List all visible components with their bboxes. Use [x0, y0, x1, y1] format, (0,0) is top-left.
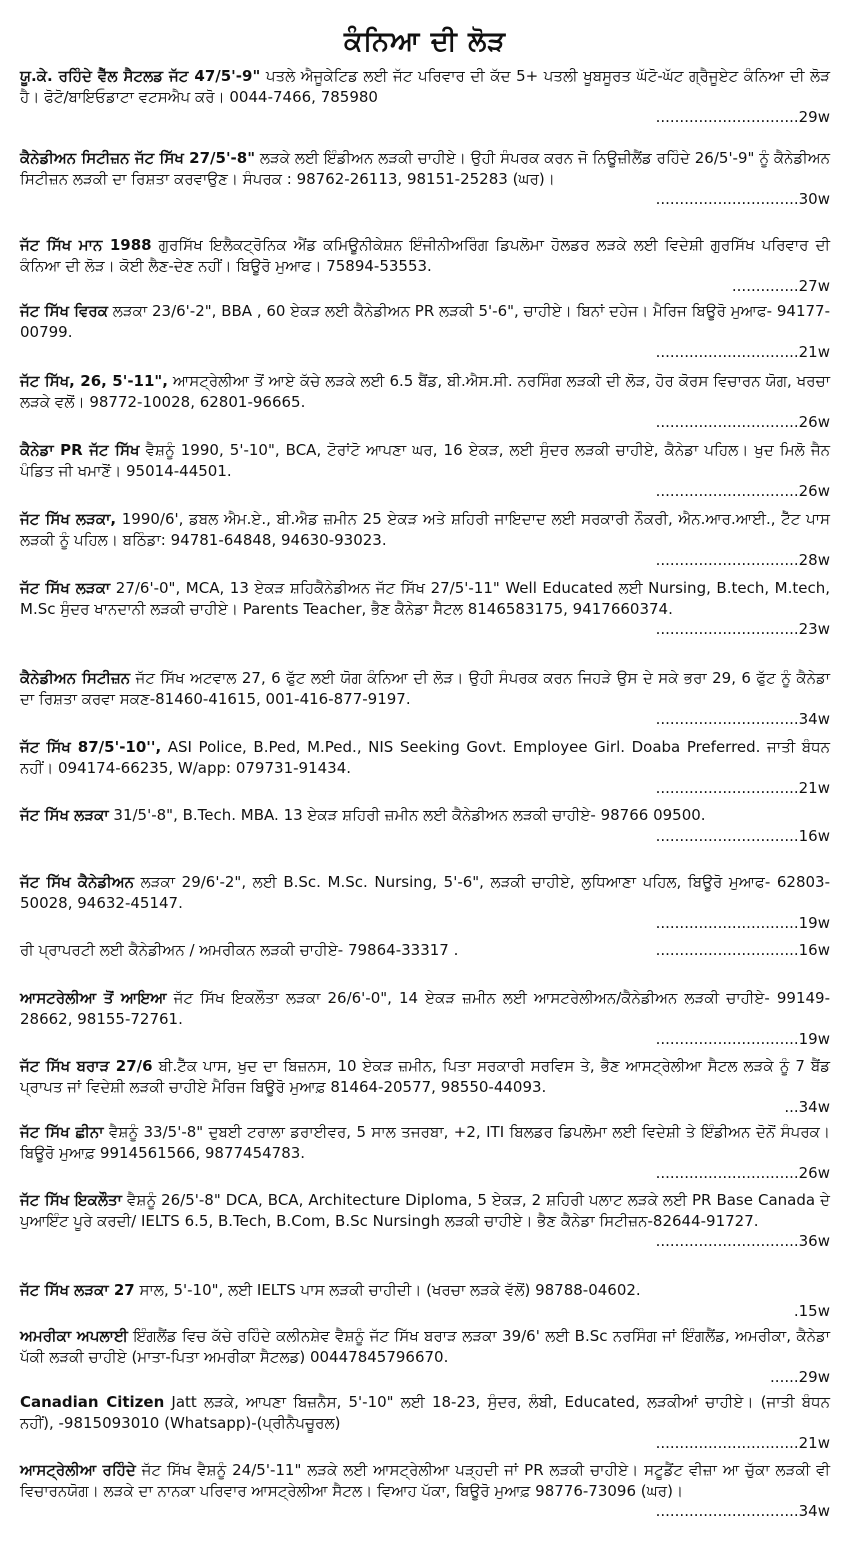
ad-body: ਵੈਸ਼ਨੂੰ 26/5'-8" DCA, BCA, Architecture Diploma, 5 ਏਕੜ, 2 ਸ਼ਹਿਰੀ ਪਲਾਟ ਲੜਕੇ ਲਈ PR Base Canada ਦੇ ਪੁਆਇੰਟ ਪੂਰੇ ਕਰਦੀ/ IELTS 6.5, B.Tech, B.Com, B.Sc Nursingh ਲੜਕੀ ਚਾਹੀਏ। ਭੈਣ ਕੈਨੇਡਾ ਸਿਟੀਜ਼ਨ-82644-91727.	[20, 1191, 830, 1230]
ad-lead: ਜੱਟ ਸਿੱਖ ਕੈਨੇਡੀਅਨ	[20, 873, 134, 891]
ad-body: 1990/6', ਡਬਲ ਐਮ.ਏ., ਬੀ.ਐਡ ਜ਼ਮੀਨ 25 ਏਕੜ ਅਤੇ ਸ਼ਹਿਰੀ ਜਾਇਦਾਦ ਲਈ ਸਰਕਾਰੀ ਨੌਕਰੀ, ਐਨ.ਆਰ.ਆਈ., ਟੈੱਟ ਪਾਸ ਲੜਕੀ ਨੂੰ ਪਹਿਲ। ਬਠਿੰਡਾ: 94781-64848, 94630-93023.	[20, 510, 830, 549]
ad-code: ..............................26w	[655, 1164, 830, 1182]
ad-body: ASI Police, B.Ped, M.Ped., NIS Seeking Govt. Employee Girl. Doaba Preferred. ਜਾਤੀ ਬੰਧਨ ਨਹੀਂ। 094174-66235, W/app: 079731-91434.	[20, 738, 830, 777]
ad-body: ਜੱਟ ਸਿੱਖ ਵੈਸ਼ਨੂੰ 24/5'-11" ਲੜਕੇ ਲਈ ਆਸਟ੍ਰੇਲੀਆ ਪੜ੍ਹਦੀ ਜਾਂ PR ਲੜਕੀ ਚਾਹੀਏ। ਸਟੂਡੈਂਟ ਵੀਜ਼ਾ ਆ ਚੁੱਕਾ ਲੜਕੀ ਵੀ ਵਿਚਾਰਨਯੋਗ। ਲੜਕੇ ਦਾ ਨਾਨਕਾ ਪਰਿਵਾਰ ਆਸਟ੍ਰੇਲੀਆ ਸੈਟਲ। ਵਿਆਹ ਪੱਕਾ, ਬਿਊਰੋ ਮੁਆਫ਼ 98776-73096 (ਘਰ)।	[20, 1461, 830, 1500]
ad-code: ..............................28w	[655, 551, 830, 569]
ad-item	[20, 1056, 830, 1118]
ad-body: ਲੜਕਾ 29/6'-2", ਲਈ B.Sc. M.Sc. Nursing, 5'-6", ਲੜਕੀ ਚਾਹੀਏ, ਲੁਧਿਆਣਾ ਪਹਿਲ, ਬਿਊਰੋ ਮੁਆਫ- 62803-50028, 94632-45147.	[20, 873, 830, 912]
ad-code: ..............................16w	[655, 826, 830, 845]
ad-code: ..............................21w	[655, 343, 830, 361]
ad-body: ਲੜਕਾ 23/6'-2", BBA , 60 ਏਕੜ ਲਈ ਕੈਨੇਡੀਅਨ PR ਲੜਕੀ 5'-6", ਚਾਹੀਏ। ਬਿਨਾਂ ਦਹੇਜ। ਮੈਰਿਜ ਬਿਊਰੋ ਮੁਆਫ- 94177-00799.	[20, 302, 830, 341]
ad-code: ..............27w	[731, 277, 830, 295]
ad-item	[20, 668, 830, 730]
ad-body: ਜੱਟ ਸਿੱਖ ਅਟਵਾਲ 27, 6 ਫੁੱਟ ਲਈ ਯੋਗ ਕੰਨਿਆ ਦੀ ਲੋੜ। ਉਹੀ ਸੰਪਰਕ ਕਰਨ ਜਿਹੜੇ ਉਸ ਦੇ ਸਕੇ ਭਰਾ 29, 6 ਫੁੱਟ ਨੂੰ ਕੈਨੇਡਾ ਦਾ ਰਿਸ਼ਤਾ ਕਰਵਾ ਸਕਣ-81460-41615, 001-416-877-9197.	[20, 669, 830, 708]
ad-item	[20, 805, 830, 846]
ad-lead: ਜੱਟ ਸਿੱਖ ਲੜਕਾ	[20, 579, 111, 597]
ad-item	[20, 1392, 830, 1454]
ad-item	[20, 440, 830, 502]
ad-lead: ਜੱਟ ਸਿੱਖ ਵਿਰਕ	[20, 302, 108, 320]
ad-code: ..............................21w	[655, 1434, 830, 1452]
ad-code: ..............................16w	[655, 941, 830, 959]
ad-code: ..............................34w	[655, 710, 830, 728]
ad-item	[20, 148, 830, 210]
ad-code: ..............................30w	[655, 190, 830, 208]
ad-item	[20, 1460, 830, 1522]
ad-lead: ਜੱਟ ਸਿੱਖ ਲੜਕਾ 27	[20, 1281, 135, 1299]
ad-code: ..............................19w	[655, 1030, 830, 1048]
ad-body: ਬੀ.ਟੈੱਕ ਪਾਸ, ਖੁਦ ਦਾ ਬਿਜ਼ਨਸ, 10 ਏਕੜ ਜ਼ਮੀਨ, ਪਿਤਾ ਸਰਕਾਰੀ ਸਰਵਿਸ ਤੇ, ਭੈਣ ਆਸਟ੍ਰੇਲੀਆ ਸੈਟਲ ਲੜਕੇ ਨੂੰ 7 ਬੈਂਡ ਪ੍ਰਾਪਤ ਜਾਂ ਵਿਦੇਸ਼ੀ ਲੜਕੀ ਚਾਹੀਏ ਮੈਰਿਜ ਬਿਊਰੋ ਮੁਆਫ਼ 81464-20577, 98550-44093.	[20, 1057, 830, 1096]
ad-lead: ਅਮਰੀਕਾ ਅਪਲਾਈ	[20, 1327, 128, 1345]
ad-item	[20, 66, 830, 128]
page-title: ਕੰਨਿਆ ਦੀ ਲੋੜ	[343, 26, 507, 57]
ad-code: ...34w	[784, 1098, 830, 1116]
ad-body: Jatt ਲੜਕੇ, ਆਪਣਾ ਬਿਜ਼ਨੈਸ, 5'-10" ਲਈ 18-23, ਸੁੰਦਰ, ਲੰਬੀ, Educated, ਲੜਕੀਆਂ ਚਾਹੀਏ। (ਜਾਤੀ ਬੰਧਨ ਨਹੀਂ), -9815093010 (Whatsapp)-(ਪ੍ਰੀਨੈਪਚੂਰਲ)	[20, 1393, 830, 1432]
ad-code: ..............................36w	[655, 1232, 830, 1250]
ad-code: ..............................34w	[655, 1502, 830, 1520]
ad-lead: ਜੱਟ ਸਿੱਖ ਬਰਾੜ 27/6	[20, 1057, 153, 1075]
ad-code: ..............................19w	[655, 914, 830, 932]
ad-lead: ਜੱਟ ਸਿੱਖ 87/5'-10'',	[20, 738, 162, 756]
ad-item	[20, 509, 830, 571]
ad-item	[20, 737, 830, 799]
ad-lead: ਜੱਟ ਸਿੱਖ ਲੜਕਾ	[20, 806, 109, 824]
ad-lead: ਜੱਟ ਸਿੱਖ, 26, 5'-11",	[20, 372, 168, 390]
ad-code: ..............................29w	[655, 108, 830, 126]
ad-code: .15w	[793, 1301, 830, 1320]
ad-item	[20, 940, 830, 961]
ad-item	[20, 235, 830, 297]
ad-body: ਇੰਗਲੈਂਡ ਵਿਚ ਕੱਚੇ ਰਹਿੰਦੇ ਕਲੀਨਸ਼ੇਵ ਵੈਸ਼ਨੂੰ ਜੱਟ ਸਿੱਖ ਬਰਾੜ ਲੜਕਾ 39/6' ਲਈ B.Sc ਨਰਸਿੰਗ ਜਾਂ ਇੰਗਲੈਂਡ, ਅਮਰੀਕਾ, ਕੈਨੇਡਾ ਪੱਕੀ ਲੜਕੀ ਚਾਹੀਏ (ਮਾਤਾ-ਪਿਤਾ ਅਮਰੀਕਾ ਸੈਟਲਡ) 00447845796670.	[20, 1327, 830, 1366]
ad-item	[20, 872, 830, 934]
ad-body: ਗੁਰਸਿੱਖ ਇਲੈਕਟ੍ਰੋਨਿਕ ਐਂਡ ਕਮਿਊਨੀਕੇਸ਼ਨ ਇੰਜੀਨੀਅਰਿੰਗ ਡਿਪਲੋਮਾ ਹੋਲਡਰ ਲੜਕੇ ਲਈ ਵਿਦੇਸ਼ੀ ਗੁਰਸਿੱਖ ਪਰਿਵਾਰ ਦੀ ਕੰਨਿਆ ਦੀ ਲੋੜ। ਕੋਈ ਲੈਣ-ਦੇਣ ਨਹੀਂ। ਬਿਊਰੋ ਮੁਆਫ। 75894-53553.	[20, 236, 830, 275]
ad-item	[20, 1280, 830, 1321]
ad-lead: ਜੱਟ ਸਿੱਖ ਮਾਨ 1988	[20, 236, 152, 254]
ad-lead: ਕੈਨੇਡਾ PR ਜੱਟ ਸਿੱਖ	[20, 441, 140, 459]
ad-lead: Canadian Citizen	[20, 1393, 165, 1411]
ad-item	[20, 1190, 830, 1252]
ad-body: ਲੜਕੇ ਲਈ ਇੰਡੀਅਨ ਲੜਕੀ ਚਾਹੀਏ। ਉਹੀ ਸੰਪਰਕ ਕਰਨ ਜੋ ਨਿਊਜ਼ੀਲੈਂਡ ਰਹਿੰਦੇ 26/5'-9" ਨੂੰ ਕੈਨੇਡੀਅਨ ਸਿਟੀਜ਼ਨ ਲੜਕੀ ਦਾ ਰਿਸ਼ਤਾ ਕਰਵਾਉਣ। ਸੰਪਰਕ : 98762-26113, 98151-25283 (ਘਰ)।	[20, 149, 830, 188]
ad-code: ......29w	[770, 1368, 830, 1386]
ad-body: ਵੈਸ਼ਨੂੰ 1990, 5'-10", BCA, ਟੋਰਾਂਟੋ ਆਪਣਾ ਘਰ, 16 ਏਕੜ, ਲਈ ਸੁੰਦਰ ਲੜਕੀ ਚਾਹੀਏ, ਕੈਨੇਡਾ ਪਹਿਲ। ਖੁਦ ਮਿਲੋ ਜੈਨ ਪੰਡਿਤ ਜੀ ਖਮਾਣੋਂ। 95014-44501.	[20, 441, 830, 480]
ad-lead: ਆਸਟਰੇਲੀਆ ਤੋਂ ਆਇਆ	[20, 989, 167, 1007]
ad-lead: ਜੱਟ ਸਿੱਖ ਛੀਨਾ	[20, 1123, 104, 1141]
ad-item	[20, 578, 830, 640]
ad-lead: ਕੈਨੇਡੀਅਨ ਸਿਟੀਜ਼ਨ ਜੱਟ ਸਿੱਖ 27/5'-8"	[20, 149, 256, 167]
ad-body: ਪਤਲੇ ਐਜੂਕੇਟਿਡ ਲਈ ਜੱਟ ਪਰਿਵਾਰ ਦੀ ਕੱਦ 5+ ਪਤਲੀ ਖੂਬਸੂਰਤ ਘੱਟੋ-ਘੱਟ ਗ੍ਰੈਜੂਏਟ ਕੰਨਿਆ ਦੀ ਲੋੜ ਹੈ। ਫੋਟੋ/ਬਾਇਓਡਾਟਾ ਵਟਸਐਪ ਕਰੋ। 0044-7466, 785980	[20, 67, 830, 106]
ad-code: ..............................23w	[655, 620, 830, 638]
ad-body: 27/6'-0", MCA, 13 ਏਕੜ ਸ਼ਹਿਕੈਨੇਡੀਅਨ ਜੱਟ ਸਿੱਖ 27/5'-11" Well Educated ਲਈ Nursing, B.tech, M.tech, M.Sc ਸੁੰਦਰ ਖਾਨਦਾਨੀ ਲੜਕੀ ਚਾਹੀਏ। Parents Teacher, ਭੈਣ ਕੈਨੇਡਾ ਸੈਟਲ 8146583175, 9417660374.	[20, 579, 831, 618]
ad-item	[20, 301, 830, 363]
ad-body: ਜੱਟ ਸਿੱਖ ਇਕਲੌਤਾ ਲੜਕਾ 26/6'-0", 14 ਏਕੜ ਜ਼ਮੀਨ ਲਈ ਆਸਟਰੇਲੀਅਨ/ਕੈਨੇਡੀਅਨ ਲੜਕੀ ਚਾਹੀਏ- 99149-28662, 98155-72761.	[20, 989, 830, 1028]
ad-body: ਆਸਟ੍ਰੇਲੀਆ ਤੋਂ ਆਏ ਕੱਚੇ ਲੜਕੇ ਲਈ 6.5 ਬੈਂਡ, ਬੀ.ਐਸ.ਸੀ. ਨਰਸਿੰਗ ਲੜਕੀ ਦੀ ਲੋੜ, ਹੋਰ ਕੋਰਸ ਵਿਚਾਰਨ ਯੋਗ, ਖਰਚਾ ਲੜਕੇ ਵਲੋਂ। 98772-10028, 62801-96665.	[20, 372, 830, 411]
ad-item	[20, 1326, 830, 1388]
ad-lead: ਯੂ.ਕੇ. ਰਹਿੰਦੇ ਵੈੱਲ ਸੈਟਲਡ ਜੱਟ 47/5'-9"	[20, 67, 261, 85]
ad-lead: ਕੈਨੇਡੀਅਨ ਸਿਟੀਜ਼ਨ	[20, 669, 131, 687]
ad-code: ..............................26w	[655, 482, 830, 500]
ad-lead: ਆਸਟ੍ਰੇਲੀਆ ਰਹਿੰਦੇ	[20, 1461, 136, 1479]
ad-item	[20, 988, 830, 1050]
ad-body: 31/5'-8", B.Tech. MBA. 13 ਏਕੜ ਸ਼ਹਿਰੀ ਜ਼ਮੀਨ ਲਈ ਕੈਨੇਡੀਅਨ ਲੜਕੀ ਚਾਹੀਏ- 98766 09500.	[108, 806, 706, 824]
ad-code: ..............................26w	[655, 413, 830, 431]
ad-item	[20, 371, 830, 433]
ad-lead: ਜੱਟ ਸਿੱਖ ਇਕਲੌਤਾ	[20, 1191, 122, 1209]
ad-body: ਰੀ ਪ੍ਰਾਪਰਟੀ ਲਈ ਕੈਨੇਡੀਅਨ / ਅਮਰੀਕਨ ਲੜਕੀ ਚਾਹੀਏ- 79864-33317 .	[20, 941, 459, 959]
ad-lead: ਜੱਟ ਸਿੱਖ ਲੜਕਾ,	[20, 510, 117, 528]
ad-item	[20, 1122, 830, 1184]
ad-body: ਵੈਸ਼ਨੂੰ 33/5'-8" ਦੁਬਈ ਟਰਾਲਾ ਡਰਾਈਵਰ, 5 ਸਾਲ ਤਜਰਬਾ, +2, ITI ਬਿਲਡਰ ਡਿਪਲੋਮਾ ਲਈ ਵਿਦੇਸ਼ੀ ਤੇ ਇੰਡੀਅਨ ਦੋਨੋਂ ਸੰਪਰਕ। ਬਿਊਰੋ ਮੁਆਫ਼ 9914561566, 9877454783.	[20, 1123, 830, 1162]
ad-body: ਸਾਲ, 5'-10", ਲਈ IELTS ਪਾਸ ਲੜਕੀ ਚਾਹੀਦੀ। (ਖਰਚਾ ਲੜਕੇ ਵੱਲੋਂ) 98788-04602.	[134, 1281, 641, 1299]
ad-code: ..............................21w	[655, 779, 830, 797]
